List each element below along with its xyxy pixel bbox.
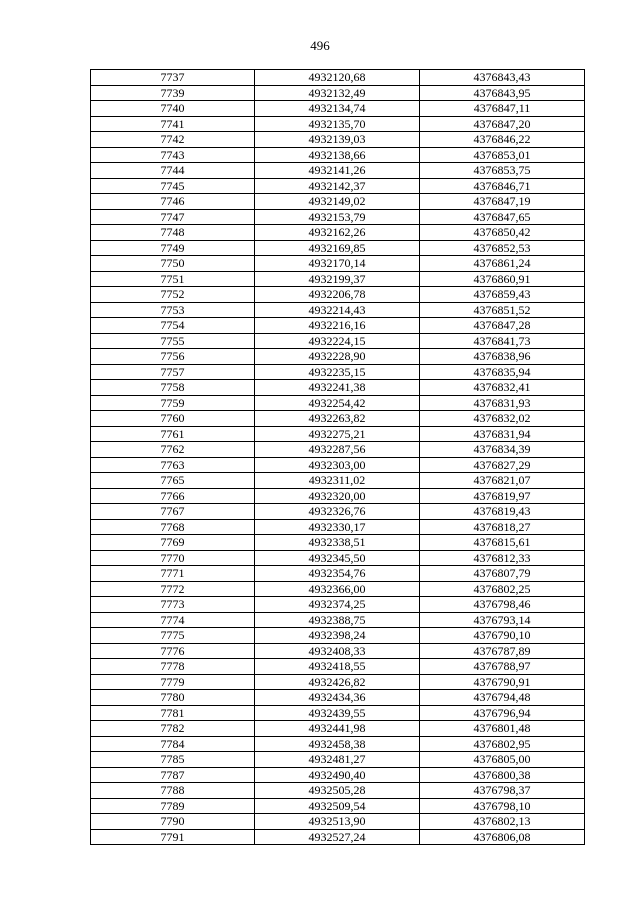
point-number-cell: 7774 xyxy=(91,612,255,628)
x-coordinate-cell: 4932434,36 xyxy=(255,690,420,706)
point-number-cell: 7789 xyxy=(91,798,255,814)
coordinates-table xyxy=(90,69,585,845)
point-number-cell: 7770 xyxy=(91,550,255,566)
x-coordinate-cell: 4932235,15 xyxy=(255,364,420,380)
point-number-cell: 7768 xyxy=(91,519,255,535)
table-row xyxy=(91,85,585,101)
x-coordinate-cell: 4932224,15 xyxy=(255,333,420,349)
y-coordinate-cell: 4376794,48 xyxy=(420,690,585,706)
point-number-cell: 7791 xyxy=(91,829,255,845)
table-row xyxy=(91,488,585,504)
x-coordinate-cell: 4932330,17 xyxy=(255,519,420,535)
point-number-cell: 7785 xyxy=(91,752,255,768)
y-coordinate-cell: 4376812,33 xyxy=(420,550,585,566)
table-row xyxy=(91,178,585,194)
point-number-cell: 7753 xyxy=(91,302,255,318)
table-row xyxy=(91,798,585,814)
point-number-cell: 7758 xyxy=(91,380,255,396)
x-coordinate-cell: 4932408,33 xyxy=(255,643,420,659)
x-coordinate-cell: 4932426,82 xyxy=(255,674,420,690)
point-number-cell: 7782 xyxy=(91,721,255,737)
point-number-cell: 7756 xyxy=(91,349,255,365)
table-row xyxy=(91,752,585,768)
x-coordinate-cell: 4932338,51 xyxy=(255,535,420,551)
table-row xyxy=(91,721,585,737)
y-coordinate-cell: 4376831,93 xyxy=(420,395,585,411)
point-number-cell: 7779 xyxy=(91,674,255,690)
y-coordinate-cell: 4376802,13 xyxy=(420,814,585,830)
table-row xyxy=(91,597,585,613)
x-coordinate-cell: 4932199,37 xyxy=(255,271,420,287)
table-row xyxy=(91,333,585,349)
y-coordinate-cell: 4376835,94 xyxy=(420,364,585,380)
table-row xyxy=(91,287,585,303)
x-coordinate-cell: 4932134,74 xyxy=(255,101,420,117)
point-number-cell: 7778 xyxy=(91,659,255,675)
point-number-cell: 7755 xyxy=(91,333,255,349)
y-coordinate-cell: 4376843,43 xyxy=(420,70,585,86)
point-number-cell: 7759 xyxy=(91,395,255,411)
y-coordinate-cell: 4376861,24 xyxy=(420,256,585,272)
point-number-cell: 7752 xyxy=(91,287,255,303)
y-coordinate-cell: 4376827,29 xyxy=(420,457,585,473)
point-number-cell: 7750 xyxy=(91,256,255,272)
y-coordinate-cell: 4376834,39 xyxy=(420,442,585,458)
y-coordinate-cell: 4376847,20 xyxy=(420,116,585,132)
x-coordinate-cell: 4932490,40 xyxy=(255,767,420,783)
point-number-cell: 7737 xyxy=(91,70,255,86)
y-coordinate-cell: 4376859,43 xyxy=(420,287,585,303)
table-row xyxy=(91,628,585,644)
x-coordinate-cell: 4932320,00 xyxy=(255,488,420,504)
point-number-cell: 7765 xyxy=(91,473,255,489)
table-row xyxy=(91,814,585,830)
y-coordinate-cell: 4376853,01 xyxy=(420,147,585,163)
x-coordinate-cell: 4932141,26 xyxy=(255,163,420,179)
x-coordinate-cell: 4932135,70 xyxy=(255,116,420,132)
table-row xyxy=(91,132,585,148)
y-coordinate-cell: 4376819,43 xyxy=(420,504,585,520)
table-row xyxy=(91,318,585,334)
point-number-cell: 7739 xyxy=(91,85,255,101)
point-number-cell: 7754 xyxy=(91,318,255,334)
table-row xyxy=(91,566,585,582)
x-coordinate-cell: 4932170,14 xyxy=(255,256,420,272)
point-number-cell: 7762 xyxy=(91,442,255,458)
x-coordinate-cell: 4932120,68 xyxy=(255,70,420,86)
table-row xyxy=(91,426,585,442)
x-coordinate-cell: 4932162,26 xyxy=(255,225,420,241)
point-number-cell: 7776 xyxy=(91,643,255,659)
y-coordinate-cell: 4376847,28 xyxy=(420,318,585,334)
y-coordinate-cell: 4376841,73 xyxy=(420,333,585,349)
table-row xyxy=(91,736,585,752)
x-coordinate-cell: 4932505,28 xyxy=(255,783,420,799)
x-coordinate-cell: 4932139,03 xyxy=(255,132,420,148)
table-row xyxy=(91,519,585,535)
x-coordinate-cell: 4932287,56 xyxy=(255,442,420,458)
table-row xyxy=(91,550,585,566)
table-row xyxy=(91,674,585,690)
x-coordinate-cell: 4932513,90 xyxy=(255,814,420,830)
x-coordinate-cell: 4932311,02 xyxy=(255,473,420,489)
table-row xyxy=(91,783,585,799)
point-number-cell: 7790 xyxy=(91,814,255,830)
y-coordinate-cell: 4376802,95 xyxy=(420,736,585,752)
x-coordinate-cell: 4932228,90 xyxy=(255,349,420,365)
x-coordinate-cell: 4932153,79 xyxy=(255,209,420,225)
x-coordinate-cell: 4932354,76 xyxy=(255,566,420,582)
point-number-cell: 7743 xyxy=(91,147,255,163)
y-coordinate-cell: 4376807,79 xyxy=(420,566,585,582)
y-coordinate-cell: 4376843,95 xyxy=(420,85,585,101)
x-coordinate-cell: 4932138,66 xyxy=(255,147,420,163)
table-row xyxy=(91,643,585,659)
x-coordinate-cell: 4932263,82 xyxy=(255,411,420,427)
y-coordinate-cell: 4376831,94 xyxy=(420,426,585,442)
y-coordinate-cell: 4376852,53 xyxy=(420,240,585,256)
y-coordinate-cell: 4376846,71 xyxy=(420,178,585,194)
point-number-cell: 7745 xyxy=(91,178,255,194)
table-row xyxy=(91,225,585,241)
table-row xyxy=(91,581,585,597)
point-number-cell: 7769 xyxy=(91,535,255,551)
table-row xyxy=(91,457,585,473)
table-row xyxy=(91,690,585,706)
y-coordinate-cell: 4376832,02 xyxy=(420,411,585,427)
point-number-cell: 7747 xyxy=(91,209,255,225)
point-number-cell: 7780 xyxy=(91,690,255,706)
y-coordinate-cell: 4376798,46 xyxy=(420,597,585,613)
x-coordinate-cell: 4932275,21 xyxy=(255,426,420,442)
point-number-cell: 7787 xyxy=(91,767,255,783)
table-row xyxy=(91,395,585,411)
point-number-cell: 7771 xyxy=(91,566,255,582)
table-row xyxy=(91,364,585,380)
y-coordinate-cell: 4376850,42 xyxy=(420,225,585,241)
x-coordinate-cell: 4932439,55 xyxy=(255,705,420,721)
x-coordinate-cell: 4932149,02 xyxy=(255,194,420,210)
y-coordinate-cell: 4376793,14 xyxy=(420,612,585,628)
table-row xyxy=(91,767,585,783)
y-coordinate-cell: 4376815,61 xyxy=(420,535,585,551)
table-row xyxy=(91,380,585,396)
x-coordinate-cell: 4932254,42 xyxy=(255,395,420,411)
y-coordinate-cell: 4376847,19 xyxy=(420,194,585,210)
point-number-cell: 7740 xyxy=(91,101,255,117)
y-coordinate-cell: 4376790,91 xyxy=(420,674,585,690)
point-number-cell: 7744 xyxy=(91,163,255,179)
table-row xyxy=(91,147,585,163)
x-coordinate-cell: 4932169,85 xyxy=(255,240,420,256)
x-coordinate-cell: 4932527,24 xyxy=(255,829,420,845)
point-number-cell: 7763 xyxy=(91,457,255,473)
point-number-cell: 7757 xyxy=(91,364,255,380)
table-row xyxy=(91,271,585,287)
x-coordinate-cell: 4932214,43 xyxy=(255,302,420,318)
table-row xyxy=(91,302,585,318)
y-coordinate-cell: 4376846,22 xyxy=(420,132,585,148)
coordinates-table-body xyxy=(91,70,585,845)
y-coordinate-cell: 4376847,65 xyxy=(420,209,585,225)
y-coordinate-cell: 4376853,75 xyxy=(420,163,585,179)
y-coordinate-cell: 4376788,97 xyxy=(420,659,585,675)
table-row xyxy=(91,256,585,272)
y-coordinate-cell: 4376832,41 xyxy=(420,380,585,396)
y-coordinate-cell: 4376819,97 xyxy=(420,488,585,504)
x-coordinate-cell: 4932418,55 xyxy=(255,659,420,675)
page-number: 496 xyxy=(310,38,330,53)
x-coordinate-cell: 4932458,38 xyxy=(255,736,420,752)
table-row xyxy=(91,163,585,179)
table-row xyxy=(91,442,585,458)
table-row xyxy=(91,535,585,551)
table-row xyxy=(91,116,585,132)
table-row xyxy=(91,612,585,628)
point-number-cell: 7772 xyxy=(91,581,255,597)
point-number-cell: 7742 xyxy=(91,132,255,148)
y-coordinate-cell: 4376851,52 xyxy=(420,302,585,318)
y-coordinate-cell: 4376860,91 xyxy=(420,271,585,287)
point-number-cell: 7784 xyxy=(91,736,255,752)
x-coordinate-cell: 4932398,24 xyxy=(255,628,420,644)
y-coordinate-cell: 4376798,10 xyxy=(420,798,585,814)
x-coordinate-cell: 4932142,37 xyxy=(255,178,420,194)
y-coordinate-cell: 4376805,00 xyxy=(420,752,585,768)
point-number-cell: 7751 xyxy=(91,271,255,287)
table-row xyxy=(91,411,585,427)
table-row xyxy=(91,829,585,845)
y-coordinate-cell: 4376802,25 xyxy=(420,581,585,597)
table-row xyxy=(91,70,585,86)
point-number-cell: 7781 xyxy=(91,705,255,721)
y-coordinate-cell: 4376798,37 xyxy=(420,783,585,799)
point-number-cell: 7761 xyxy=(91,426,255,442)
y-coordinate-cell: 4376796,94 xyxy=(420,705,585,721)
x-coordinate-cell: 4932241,38 xyxy=(255,380,420,396)
point-number-cell: 7788 xyxy=(91,783,255,799)
point-number-cell: 7775 xyxy=(91,628,255,644)
x-coordinate-cell: 4932216,16 xyxy=(255,318,420,334)
x-coordinate-cell: 4932345,50 xyxy=(255,550,420,566)
y-coordinate-cell: 4376847,11 xyxy=(420,101,585,117)
y-coordinate-cell: 4376801,48 xyxy=(420,721,585,737)
point-number-cell: 7766 xyxy=(91,488,255,504)
x-coordinate-cell: 4932481,27 xyxy=(255,752,420,768)
x-coordinate-cell: 4932303,00 xyxy=(255,457,420,473)
y-coordinate-cell: 4376818,27 xyxy=(420,519,585,535)
x-coordinate-cell: 4932388,75 xyxy=(255,612,420,628)
y-coordinate-cell: 4376821,07 xyxy=(420,473,585,489)
point-number-cell: 7767 xyxy=(91,504,255,520)
table-row xyxy=(91,504,585,520)
table-row xyxy=(91,240,585,256)
point-number-cell: 7760 xyxy=(91,411,255,427)
point-number-cell: 7748 xyxy=(91,225,255,241)
y-coordinate-cell: 4376838,96 xyxy=(420,349,585,365)
table-row xyxy=(91,659,585,675)
table-row xyxy=(91,473,585,489)
x-coordinate-cell: 4932441,98 xyxy=(255,721,420,737)
x-coordinate-cell: 4932366,00 xyxy=(255,581,420,597)
y-coordinate-cell: 4376806,08 xyxy=(420,829,585,845)
table-row xyxy=(91,705,585,721)
x-coordinate-cell: 4932132,49 xyxy=(255,85,420,101)
x-coordinate-cell: 4932326,76 xyxy=(255,504,420,520)
point-number-cell: 7749 xyxy=(91,240,255,256)
point-number-cell: 7746 xyxy=(91,194,255,210)
y-coordinate-cell: 4376800,38 xyxy=(420,767,585,783)
y-coordinate-cell: 4376790,10 xyxy=(420,628,585,644)
x-coordinate-cell: 4932374,25 xyxy=(255,597,420,613)
point-number-cell: 7773 xyxy=(91,597,255,613)
table-row xyxy=(91,194,585,210)
table-row xyxy=(91,209,585,225)
table-row xyxy=(91,349,585,365)
x-coordinate-cell: 4932206,78 xyxy=(255,287,420,303)
x-coordinate-cell: 4932509,54 xyxy=(255,798,420,814)
table-row xyxy=(91,101,585,117)
point-number-cell: 7741 xyxy=(91,116,255,132)
y-coordinate-cell: 4376787,89 xyxy=(420,643,585,659)
